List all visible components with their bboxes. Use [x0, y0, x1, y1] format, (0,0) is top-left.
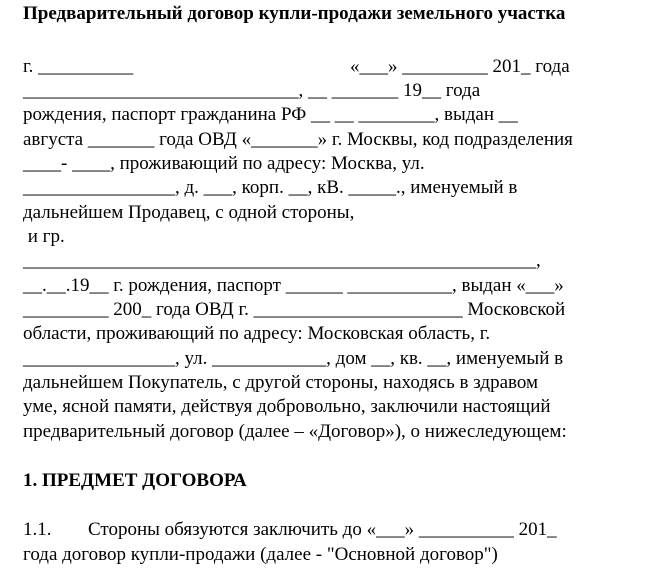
intro-line: и гр. — [23, 226, 65, 247]
intro-line: области, проживающий по адресу: Московская область, г. — [23, 323, 491, 344]
intro-line: _________ 200_ года ОВД г. ______________________ Московской — [23, 299, 566, 320]
city-line: г. __________ — [23, 56, 134, 77]
intro-line: _____________________________, __ _______ 19__ года — [23, 80, 481, 101]
clause-number: 1.1. — [23, 519, 52, 540]
intro-line: уме, ясной памяти, действуя добровольно, заключили настоящий — [23, 396, 551, 417]
date-line: «___» _________ 201_ года — [350, 56, 570, 77]
section-heading: 1. ПРЕДМЕТ ДОГОВОРА — [23, 470, 247, 491]
intro-line: дальнейшем Продавец, с одной стороны, — [23, 202, 355, 223]
intro-line: предварительный договор (далее – «Договор»), о нижеследующем: — [23, 421, 567, 442]
intro-line: рождения, паспорт гражданина РФ __ __ ________, выдан __ — [23, 104, 518, 125]
clause-text: года договор купли-продажи (далее - "Основной договор") — [23, 544, 498, 565]
intro-line: августа _______ года ОВД «_______» г. Москвы, код подразделения — [23, 129, 573, 150]
intro-line: ____- ____, проживающий по адресу: Москва, ул. — [23, 153, 425, 174]
intro-line: ________________, ул. ____________, дом __, кв. __, именуемый в — [23, 348, 564, 369]
intro-line: дальнейшем Покупатель, с другой стороны, находясь в здравом — [23, 372, 539, 393]
clause-text: Стороны обязуются заключить до «___» __________ 201_ — [88, 519, 557, 540]
document-title: Предварительный договор купли-продажи земельного участка — [23, 3, 566, 24]
intro-line: ________________, д. ___, корп. __, кВ. _____., именуемый в — [23, 177, 518, 198]
intro-line: __.__.19__ г. рождения, паспорт ______ ___________, выдан «___» — [23, 275, 564, 296]
intro-line: ______________________________________________________, — [23, 250, 541, 271]
